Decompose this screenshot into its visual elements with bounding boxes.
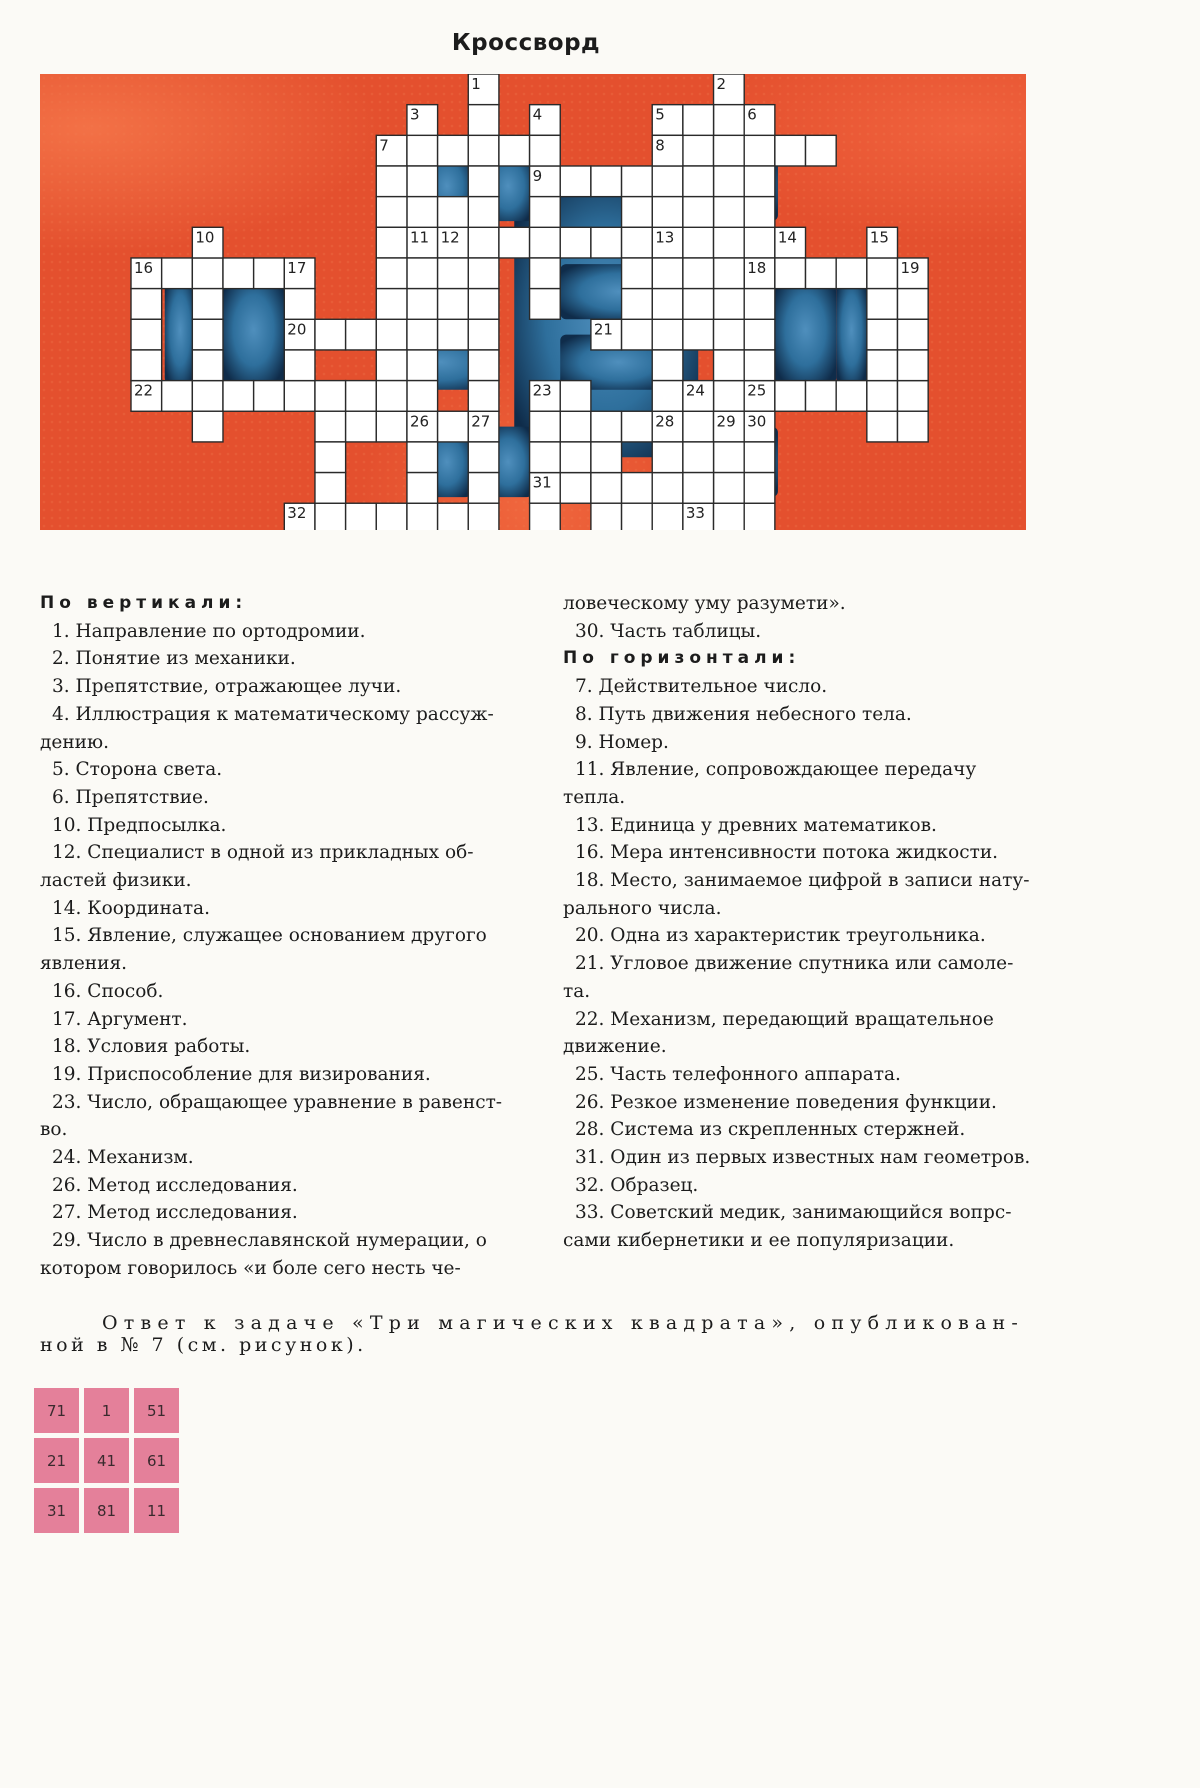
cell-number: 6 <box>747 105 757 124</box>
magic-square-cell: 41 <box>84 1438 129 1483</box>
magic-square-cell: 61 <box>134 1438 179 1483</box>
grid-cell[interactable] <box>407 503 438 530</box>
blue-well <box>165 276 196 383</box>
grid-cell[interactable] <box>376 227 407 258</box>
across-clue-line: 26. Резкое изменение поведения функции. <box>575 1091 997 1113</box>
across-clue-line: та. <box>563 980 591 1002</box>
grid-cell[interactable] <box>622 166 653 197</box>
cell-number: 12 <box>440 228 460 247</box>
grid-cell[interactable] <box>867 381 898 412</box>
across-clue-line: 7. Действительное число. <box>575 676 828 698</box>
grid-cell[interactable] <box>315 319 346 350</box>
grid-cell[interactable] <box>744 289 775 320</box>
cell-number: 31 <box>532 473 552 492</box>
grid-cell[interactable] <box>468 197 499 228</box>
grid-cell[interactable] <box>162 381 193 412</box>
across-clue-line: 21. Угловое движение спутника или самоле- <box>575 953 1014 975</box>
across-clue-line: 9. Номер. <box>575 731 669 753</box>
across-clue-line: 32. Образец. <box>575 1174 699 1196</box>
across-clue-line: движение. <box>563 1036 667 1058</box>
across-clue-line: 28. Система из скрепленных стержней. <box>575 1119 966 1141</box>
grid-cell[interactable] <box>652 350 683 381</box>
down-clue-line: дению. <box>40 731 109 753</box>
grid-cell[interactable] <box>407 473 438 504</box>
cell-number: 30 <box>747 412 767 431</box>
across-clue-line: 11. Явление, сопровождающее передачу <box>575 759 977 781</box>
grid-cell[interactable] <box>898 350 929 381</box>
cell-number: 33 <box>685 504 705 523</box>
grid-cell[interactable] <box>836 258 867 289</box>
grid-cell[interactable] <box>652 197 683 228</box>
grid-cell[interactable] <box>560 442 591 473</box>
grid-cell[interactable] <box>591 442 622 473</box>
grid-cell[interactable] <box>192 319 223 350</box>
magic-square-cell: 81 <box>84 1488 129 1533</box>
clues-right-column <box>563 590 1031 1255</box>
grid-cell[interactable] <box>284 350 315 381</box>
crossword-puzzle <box>40 74 1026 530</box>
grid-cell[interactable] <box>530 135 561 166</box>
grid-cell[interactable] <box>683 411 714 442</box>
grid-cell[interactable] <box>714 442 745 473</box>
grid-cell[interactable] <box>223 258 254 289</box>
grid-cell[interactable] <box>376 166 407 197</box>
grid-cell[interactable] <box>376 319 407 350</box>
cell-number: 32 <box>287 504 307 523</box>
down-clue-line: 10. Предпосылка. <box>52 814 227 836</box>
down-clue-list <box>40 618 503 1283</box>
grid-cell[interactable] <box>530 411 561 442</box>
grid-cell[interactable] <box>530 289 561 320</box>
grid-cell[interactable] <box>652 166 683 197</box>
blue-well <box>223 276 284 383</box>
grid-cell[interactable] <box>683 135 714 166</box>
across-clue-line: 31. Один из первых известных нам геометров. <box>575 1147 1031 1169</box>
grid-cell[interactable] <box>714 135 745 166</box>
cell-number: 19 <box>900 258 920 277</box>
grid-cell[interactable] <box>192 289 223 320</box>
magic-square-cell: 51 <box>134 1388 179 1433</box>
down-heading: По вертикали: <box>40 593 248 613</box>
cell-number: 13 <box>655 228 675 247</box>
grid-cell[interactable] <box>683 166 714 197</box>
across-clue-line: 16. Мера интенсивности потока жидкости. <box>575 842 999 864</box>
grid-cell[interactable] <box>192 381 223 412</box>
grid-cell[interactable] <box>898 289 929 320</box>
grid-cell[interactable] <box>714 473 745 504</box>
grid-cell[interactable] <box>499 135 530 166</box>
grid-cell[interactable] <box>744 442 775 473</box>
grid-cell[interactable] <box>284 381 315 412</box>
grid-cell[interactable] <box>468 105 499 136</box>
grid-cell[interactable] <box>744 227 775 258</box>
grid-cell[interactable] <box>683 442 714 473</box>
magic-square-cell: 31 <box>34 1488 79 1533</box>
down-clue-line: 3. Препятствие, отражающее лучи. <box>52 676 402 698</box>
grid-cell[interactable] <box>254 381 285 412</box>
grid-cell[interactable] <box>254 258 285 289</box>
grid-cell[interactable] <box>530 227 561 258</box>
grid-cell[interactable] <box>775 381 806 412</box>
down-clue-line: 30. Часть таблицы. <box>575 620 762 642</box>
across-clue-line: 20. Одна из характеристик треугольника. <box>575 925 986 947</box>
grid-cell[interactable] <box>407 135 438 166</box>
grid-cell[interactable] <box>714 503 745 530</box>
across-clue-line: тепла. <box>563 786 626 808</box>
grid-cell[interactable] <box>622 227 653 258</box>
grid-cell[interactable] <box>131 289 162 320</box>
grid-cell[interactable] <box>407 381 438 412</box>
grid-cell[interactable] <box>438 258 469 289</box>
grid-cell[interactable] <box>407 319 438 350</box>
grid-cell[interactable] <box>560 473 591 504</box>
down-clue-line: 4. Иллюстрация к математическому рассуж- <box>52 703 494 725</box>
grid-cell[interactable] <box>683 258 714 289</box>
down-clue-line: 23. Число, обращающее уравнение в равенст- <box>52 1091 503 1113</box>
cell-number: 23 <box>532 381 552 400</box>
grid-cell[interactable] <box>744 166 775 197</box>
grid-cell[interactable] <box>315 411 346 442</box>
grid-cell[interactable] <box>468 258 499 289</box>
cell-number: 15 <box>869 228 889 247</box>
grid-cell[interactable] <box>714 350 745 381</box>
down-clue-line: 18. Условия работы. <box>52 1036 251 1058</box>
grid-cell[interactable] <box>622 319 653 350</box>
magic-square <box>34 1388 180 1534</box>
grid-cell[interactable] <box>652 319 683 350</box>
down-clue-line: 26. Метод исследования. <box>52 1174 298 1196</box>
crossword-grid <box>40 74 1026 530</box>
grid-cell[interactable] <box>284 289 315 320</box>
cell-number: 17 <box>287 258 307 277</box>
grid-cell[interactable] <box>744 197 775 228</box>
grid-cell[interactable] <box>468 381 499 412</box>
down-clue-line: во. <box>40 1119 68 1141</box>
grid-cell[interactable] <box>744 473 775 504</box>
grid-cell[interactable] <box>376 503 407 530</box>
grid-cell[interactable] <box>376 411 407 442</box>
grid-cell[interactable] <box>162 258 193 289</box>
grid-cell[interactable] <box>591 473 622 504</box>
grid-cell[interactable] <box>714 105 745 136</box>
grid-cell[interactable] <box>683 289 714 320</box>
cell-number: 9 <box>532 166 543 185</box>
grid-cell[interactable] <box>315 473 346 504</box>
across-heading: По горизонтали: <box>563 648 801 669</box>
grid-cell[interactable] <box>683 197 714 228</box>
down-clue-line: ловеческому уму разумети». <box>563 593 846 614</box>
grid-cell[interactable] <box>714 289 745 320</box>
down-clue-line: 6. Препятствие. <box>52 786 209 808</box>
grid-cell[interactable] <box>376 381 407 412</box>
across-clue-line: 25. Часть телефонного аппарата. <box>575 1063 901 1085</box>
grid-cell[interactable] <box>898 411 929 442</box>
grid-cell[interactable] <box>652 381 683 412</box>
grid-cell[interactable] <box>652 503 683 530</box>
down-clue-line: 29. Число в древнеславянской нумерации, о <box>52 1230 487 1252</box>
grid-cell[interactable] <box>376 289 407 320</box>
cell-number: 1 <box>471 75 481 93</box>
across-clue-line: рального числа. <box>563 897 722 919</box>
grid-cell[interactable] <box>346 503 377 530</box>
grid-cell[interactable] <box>468 503 499 530</box>
grid-cell[interactable] <box>652 442 683 473</box>
across-clue-line: 8. Путь движения небесного тела. <box>575 703 912 725</box>
across-clue-line: 22. Механизм, передающий вращательное <box>575 1008 994 1030</box>
cell-number: 26 <box>409 412 430 431</box>
grid-cell[interactable] <box>683 473 714 504</box>
grid-cell[interactable] <box>438 135 469 166</box>
down-clue-line: ластей физики. <box>40 870 192 892</box>
grid-cell[interactable] <box>530 197 561 228</box>
grid-cell[interactable] <box>530 258 561 289</box>
cell-number: 7 <box>379 136 389 155</box>
down-clue-line: 14. Координата. <box>52 897 210 919</box>
cell-number: 18 <box>747 258 767 277</box>
across-clue-line: 13. Единица у древних математиков. <box>575 814 937 836</box>
cell-number: 3 <box>409 105 420 124</box>
cell-number: 10 <box>195 228 215 247</box>
grid-cell[interactable] <box>775 258 806 289</box>
grid-cell[interactable] <box>560 227 591 258</box>
magic-square-cell: 11 <box>134 1488 179 1533</box>
down-clue-line: 16. Способ. <box>52 980 164 1002</box>
grid-cell[interactable] <box>376 258 407 289</box>
grid-cell[interactable] <box>714 258 745 289</box>
grid-cell[interactable] <box>775 135 806 166</box>
down-clue-continuation <box>563 590 1023 645</box>
grid-cell[interactable] <box>744 135 775 166</box>
cell-number: 21 <box>593 320 613 339</box>
down-clue-line: явления. <box>40 953 127 975</box>
across-clue-line: 18. Место, занимаемое цифрой в записи нату- <box>575 870 1030 892</box>
grid-cell[interactable] <box>131 319 162 350</box>
grid-cell[interactable] <box>438 289 469 320</box>
grid-cell[interactable] <box>407 197 438 228</box>
grid-cell[interactable] <box>591 411 622 442</box>
cell-number: 8 <box>655 136 665 155</box>
grid-cell[interactable] <box>315 442 346 473</box>
grid-cell[interactable] <box>407 258 438 289</box>
grid-cell[interactable] <box>683 227 714 258</box>
grid-cell[interactable] <box>683 105 714 136</box>
grid-cell[interactable] <box>438 319 469 350</box>
grid-cell[interactable] <box>376 350 407 381</box>
grid-cell[interactable] <box>468 442 499 473</box>
grid-cell[interactable] <box>836 381 867 412</box>
grid-cell[interactable] <box>376 197 407 228</box>
grid-cell[interactable] <box>499 227 530 258</box>
down-clue-line: 2. Понятие из механики. <box>52 648 296 670</box>
grid-cell[interactable] <box>192 350 223 381</box>
grid-cell[interactable] <box>652 473 683 504</box>
across-clue-line: сами кибернетики и ее популяризации. <box>563 1230 955 1252</box>
grid-cell[interactable] <box>652 289 683 320</box>
across-clue-list <box>563 673 1031 1255</box>
grid-cell[interactable] <box>591 227 622 258</box>
grid-cell[interactable] <box>744 503 775 530</box>
down-clue-line: 17. Аргумент. <box>52 1008 188 1030</box>
grid-cell[interactable] <box>867 258 898 289</box>
grid-cell[interactable] <box>192 411 223 442</box>
grid-cell[interactable] <box>622 197 653 228</box>
down-clue-line: 12. Специалист в одной из прикладных об- <box>52 842 474 864</box>
grid-cell[interactable] <box>468 135 499 166</box>
grid-cell[interactable] <box>468 319 499 350</box>
grid-cell[interactable] <box>806 135 837 166</box>
cell-number: 24 <box>685 381 705 400</box>
grid-cell[interactable] <box>407 442 438 473</box>
grid-cell[interactable] <box>714 166 745 197</box>
grid-cell[interactable] <box>346 381 377 412</box>
grid-cell[interactable] <box>622 258 653 289</box>
grid-cell[interactable] <box>468 166 499 197</box>
grid-cell[interactable] <box>622 411 653 442</box>
answer-line-1: Ответ к задаче «Три магических квадрата», опубликован- <box>102 1312 1024 1334</box>
cell-number: 25 <box>747 381 767 400</box>
grid-cell[interactable] <box>560 411 591 442</box>
grid-cell[interactable] <box>744 319 775 350</box>
grid-cell[interactable] <box>622 289 653 320</box>
grid-cell[interactable] <box>468 473 499 504</box>
down-clue-line: 1. Направление по ортодромии. <box>52 620 366 642</box>
grid-cell[interactable] <box>652 258 683 289</box>
cell-number: 5 <box>655 105 665 124</box>
grid-cell[interactable] <box>131 350 162 381</box>
magic-square-cell: 71 <box>34 1388 79 1433</box>
grid-cell[interactable] <box>898 319 929 350</box>
blue-well <box>775 276 836 383</box>
down-clue-line: 27. Метод исследования. <box>52 1202 298 1224</box>
grid-cell[interactable] <box>438 503 469 530</box>
cell-number: 28 <box>655 412 675 431</box>
grid-cell[interactable] <box>223 381 254 412</box>
grid-cell[interactable] <box>346 411 377 442</box>
grid-cell[interactable] <box>591 503 622 530</box>
magic-square-cell: 21 <box>34 1438 79 1483</box>
down-clue-line: 24. Механизм. <box>52 1147 194 1169</box>
grid-cell[interactable] <box>192 258 223 289</box>
grid-cell[interactable] <box>898 381 929 412</box>
grid-cell[interactable] <box>407 166 438 197</box>
across-clue-line: 33. Советский медик, занимающийся вопрс- <box>575 1202 1012 1224</box>
grid-cell[interactable] <box>560 166 591 197</box>
magic-square-cell: 1 <box>84 1388 129 1433</box>
cell-number: 14 <box>777 228 797 247</box>
clues-left-column <box>40 590 503 1283</box>
grid-cell[interactable] <box>714 319 745 350</box>
grid-cell[interactable] <box>438 411 469 442</box>
grid-cell[interactable] <box>407 350 438 381</box>
grid-cell[interactable] <box>468 350 499 381</box>
grid-cell[interactable] <box>560 381 591 412</box>
grid-cell[interactable] <box>867 411 898 442</box>
grid-cell[interactable] <box>867 350 898 381</box>
grid-cell[interactable] <box>867 289 898 320</box>
down-clue-line: 15. Явление, служащее основанием другого <box>52 925 487 947</box>
page-title: Кроссворд <box>451 30 601 56</box>
grid-cell[interactable] <box>622 473 653 504</box>
grid-cell[interactable] <box>315 503 346 530</box>
down-clue-line: котором говорилось «и боле сего несть че- <box>40 1257 461 1279</box>
grid-cell[interactable] <box>714 197 745 228</box>
grid-cell[interactable] <box>683 319 714 350</box>
cell-number: 4 <box>532 105 543 124</box>
grid-cell[interactable] <box>591 166 622 197</box>
answer-line-2: ной в № 7 (см. рисунок). <box>40 1334 367 1356</box>
blue-well <box>836 276 867 383</box>
cell-number: 20 <box>287 320 307 339</box>
cell-number: 27 <box>471 412 491 431</box>
grid-cell[interactable] <box>346 319 377 350</box>
down-clue-line: 5. Сторона света. <box>52 759 223 781</box>
cell-number: 2 <box>716 75 727 93</box>
grid-cell[interactable] <box>714 227 745 258</box>
grid-cell[interactable] <box>867 319 898 350</box>
grid-cell[interactable] <box>315 381 346 412</box>
cell-number: 29 <box>716 412 736 431</box>
cell-number: 16 <box>134 258 154 277</box>
grid-cell[interactable] <box>438 197 469 228</box>
grid-cell[interactable] <box>806 258 837 289</box>
cell-number: 22 <box>134 381 154 400</box>
down-clue-line: 19. Приспособление для визирования. <box>52 1063 431 1085</box>
cell-number: 11 <box>409 228 430 247</box>
grid-cell[interactable] <box>530 442 561 473</box>
answer-note <box>40 1312 1024 1356</box>
grid-cell[interactable] <box>407 289 438 320</box>
grid-cell[interactable] <box>468 289 499 320</box>
grid-cell[interactable] <box>806 381 837 412</box>
grid-cell[interactable] <box>622 503 653 530</box>
grid-cell[interactable] <box>744 350 775 381</box>
grid-cell[interactable] <box>530 503 561 530</box>
grid-cell[interactable] <box>714 381 745 412</box>
grid-cell[interactable] <box>468 227 499 258</box>
